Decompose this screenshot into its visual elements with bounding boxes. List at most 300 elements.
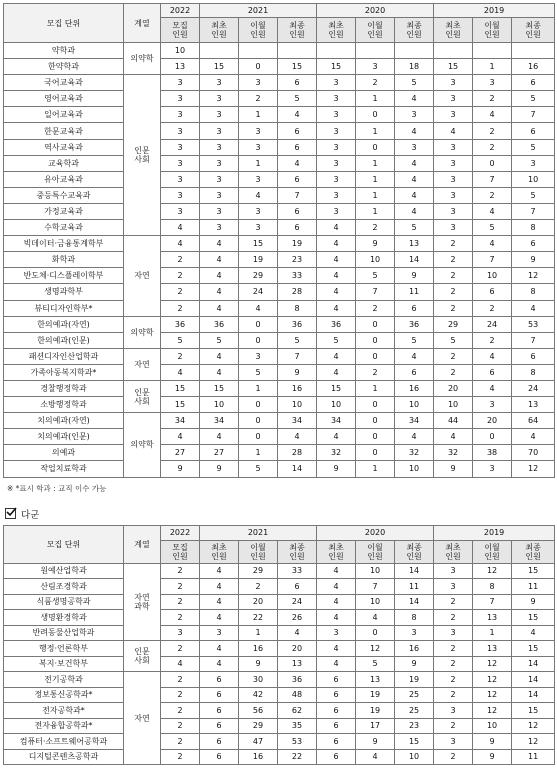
value-cell: 3 [239,203,278,219]
series-cell: 자연 [124,348,161,380]
value-cell: 6 [395,364,434,380]
value-cell: 13 [512,397,555,413]
value-cell: 12 [473,656,512,672]
value-cell: 2 [161,348,200,364]
table-row [4,563,555,579]
table-row [4,107,555,123]
unit-name: 교육학과 [4,155,124,171]
value-cell: 14 [395,252,434,268]
value-cell: 3 [161,75,200,91]
value-cell: 0 [356,316,395,332]
value-cell: 3 [317,91,356,107]
value-cell: 14 [512,672,555,688]
unit-name: 생명환경학과 [4,610,124,626]
value-cell: 4 [356,749,395,765]
value-cell: 30 [239,672,278,688]
value-cell: 33 [278,563,317,579]
value-cell: 4 [161,429,200,445]
value-cell: 8 [473,579,512,595]
value-cell: 62 [278,703,317,719]
unit-name: 치의예과(인문) [4,429,124,445]
table-row [4,397,555,413]
value-cell: 3 [395,139,434,155]
value-cell: 7 [356,579,395,595]
value-cell: 0 [356,332,395,348]
value-cell: 2 [161,641,200,657]
value-cell: 4 [161,236,200,252]
value-cell: 20 [434,380,473,396]
value-cell: 3 [161,187,200,203]
value-cell: 3 [473,461,512,477]
value-cell: 2 [434,300,473,316]
value-cell: 13 [473,610,512,626]
value-cell: 6 [317,687,356,703]
unit-name: 행정·언론학부 [4,641,124,657]
table-row [4,300,555,316]
value-cell: 3 [512,155,555,171]
unit-name: 약학과 [4,43,124,59]
value-cell: 2 [161,734,200,750]
value-cell: 4 [395,123,434,139]
value-cell: 11 [395,579,434,595]
value-cell: 4 [317,268,356,284]
value-cell: 2 [473,91,512,107]
table-row [4,672,555,688]
value-cell: 2 [161,579,200,595]
value-cell: 32 [317,445,356,461]
value-cell: 4 [395,187,434,203]
value-cell: 6 [395,300,434,316]
value-cell: 16 [278,380,317,396]
value-cell: 3 [239,171,278,187]
value-cell: 4 [317,563,356,579]
table-row [4,43,555,59]
value-cell: 4 [395,91,434,107]
value-cell: 4 [473,348,512,364]
value-cell: 4 [434,123,473,139]
value-cell: 11 [512,579,555,595]
value-cell: 29 [239,268,278,284]
value-cell: 1 [473,625,512,641]
value-cell: 3 [317,123,356,139]
value-cell [200,43,239,59]
value-cell: 19 [356,703,395,719]
value-cell: 13 [278,656,317,672]
value-cell: 12 [512,461,555,477]
table-row [4,171,555,187]
value-cell: 1 [356,91,395,107]
value-cell: 10 [161,43,200,59]
value-cell: 0 [356,139,395,155]
value-cell: 10 [317,397,356,413]
value-cell: 0 [356,429,395,445]
header-sub-carryover: 이월 인원 [239,540,278,563]
value-cell: 36 [278,672,317,688]
table-row [4,59,555,75]
header-year-2021: 2021 [200,4,317,18]
value-cell: 15 [200,59,239,75]
value-cell: 3 [473,397,512,413]
value-cell: 24 [473,316,512,332]
value-cell: 5 [512,187,555,203]
value-cell: 0 [473,155,512,171]
header-sub-final: 최종 인원 [278,540,317,563]
value-cell: 6 [317,749,356,765]
unit-name: 빅데이터·금융통계학부 [4,236,124,252]
value-cell: 4 [317,594,356,610]
value-cell: 10 [356,563,395,579]
value-cell: 3 [200,220,239,236]
value-cell: 20 [278,641,317,657]
value-cell: 12 [356,641,395,657]
value-cell: 9 [161,461,200,477]
value-cell: 4 [161,220,200,236]
value-cell: 10 [473,268,512,284]
value-cell: 2 [161,300,200,316]
value-cell: 22 [239,610,278,626]
value-cell: 13 [473,641,512,657]
value-cell: 1 [356,123,395,139]
value-cell: 9 [395,656,434,672]
unit-name: 화학과 [4,252,124,268]
unit-name: 국어교육과 [4,75,124,91]
table-row [4,252,555,268]
value-cell: 2 [356,75,395,91]
value-cell: 4 [395,348,434,364]
header-sub-initial: 최초 인원 [317,18,356,43]
value-cell: 23 [395,718,434,734]
header-sub-initial: 최초 인원 [200,18,239,43]
value-cell: 12 [512,718,555,734]
value-cell: 19 [395,672,434,688]
value-cell: 4 [473,380,512,396]
value-cell: 1 [239,380,278,396]
value-cell: 1 [356,461,395,477]
value-cell: 8 [278,300,317,316]
series-cell: 자연 [124,236,161,316]
value-cell: 6 [278,75,317,91]
header-series: 계열 [124,4,161,43]
value-cell: 15 [161,380,200,396]
header-sub-carryover: 이월 인원 [239,18,278,43]
header-year-2022: 2022 [161,4,200,18]
value-cell: 4 [161,364,200,380]
value-cell: 8 [512,364,555,380]
value-cell: 4 [200,429,239,445]
note-teaching-cert: ※ *표시 학과 : 교직 이수 가능 [7,483,107,493]
value-cell: 6 [278,171,317,187]
series-cell: 의약학 [124,413,161,477]
value-cell: 4 [200,268,239,284]
value-cell: 3 [239,75,278,91]
table-row [4,749,555,765]
value-cell [356,43,395,59]
value-cell: 18 [395,59,434,75]
value-cell: 6 [473,364,512,380]
value-cell: 3 [317,171,356,187]
value-cell: 9 [512,252,555,268]
value-cell: 1 [356,171,395,187]
header-sub-2022-quota: 모집 인원 [161,540,200,563]
value-cell: 5 [239,461,278,477]
header-year-2019: 2019 [434,4,555,18]
value-cell: 6 [512,348,555,364]
value-cell: 0 [356,445,395,461]
value-cell: 15 [395,734,434,750]
unit-name: 의예과 [4,445,124,461]
value-cell: 3 [434,107,473,123]
value-cell: 16 [395,380,434,396]
value-cell: 10 [395,749,434,765]
value-cell: 4 [278,625,317,641]
value-cell: 27 [200,445,239,461]
value-cell: 4 [200,348,239,364]
value-cell: 2 [161,703,200,719]
value-cell: 3 [317,203,356,219]
series-cell: 의약학 [124,316,161,348]
value-cell: 12 [512,268,555,284]
value-cell: 3 [200,91,239,107]
value-cell: 0 [239,429,278,445]
value-cell: 2 [434,236,473,252]
unit-name: 뷰티디자인학부* [4,300,124,316]
value-cell: 34 [278,413,317,429]
value-cell: 6 [278,123,317,139]
table-row [4,656,555,672]
value-cell: 10 [356,594,395,610]
value-cell: 1 [239,155,278,171]
value-cell: 6 [200,703,239,719]
value-cell: 7 [473,252,512,268]
value-cell: 4 [200,656,239,672]
value-cell [317,43,356,59]
table-row [4,139,555,155]
header-sub-initial: 최초 인원 [434,540,473,563]
value-cell: 6 [473,284,512,300]
unit-name: 정보통신공학과* [4,687,124,703]
value-cell: 2 [434,364,473,380]
value-cell: 70 [512,445,555,461]
header-sub-final: 최종 인원 [278,18,317,43]
value-cell: 5 [395,75,434,91]
table-row [4,641,555,657]
header-sub-carryover: 이월 인원 [356,18,395,43]
value-cell: 9 [512,594,555,610]
value-cell: 4 [317,236,356,252]
value-cell: 9 [239,656,278,672]
value-cell: 2 [434,252,473,268]
unit-name: 식품생명공학과 [4,594,124,610]
header-year-2020: 2020 [317,4,434,18]
table-row [4,268,555,284]
unit-name: 경찰행정학과 [4,380,124,396]
value-cell: 4 [200,236,239,252]
value-cell: 15 [161,397,200,413]
value-cell: 7 [278,187,317,203]
header-sub-2022-quota: 모집 인원 [161,18,200,43]
value-cell: 2 [161,718,200,734]
value-cell: 6 [317,734,356,750]
value-cell: 4 [200,364,239,380]
value-cell: 5 [512,139,555,155]
value-cell: 2 [473,300,512,316]
value-cell: 4 [434,429,473,445]
header-year-2019: 2019 [434,525,555,540]
value-cell: 16 [239,749,278,765]
value-cell: 0 [356,413,395,429]
series-cell: 자연 과학 [124,563,161,641]
value-cell: 2 [434,594,473,610]
value-cell: 3 [317,187,356,203]
value-cell: 25 [395,703,434,719]
value-cell: 10 [356,252,395,268]
value-cell: 34 [200,413,239,429]
value-cell: 23 [278,252,317,268]
value-cell: 2 [473,123,512,139]
table-row [4,445,555,461]
value-cell: 24 [512,380,555,396]
value-cell: 4 [395,203,434,219]
value-cell: 48 [278,687,317,703]
value-cell: 7 [278,348,317,364]
value-cell: 4 [200,284,239,300]
section-title-label: 다군 [21,509,40,521]
value-cell: 10 [395,397,434,413]
value-cell: 9 [200,461,239,477]
value-cell: 3 [434,139,473,155]
value-cell: 19 [356,687,395,703]
value-cell: 3 [161,625,200,641]
value-cell: 3 [161,171,200,187]
value-cell: 42 [239,687,278,703]
value-cell: 4 [317,364,356,380]
value-cell: 0 [473,429,512,445]
value-cell: 3 [161,91,200,107]
value-cell: 4 [239,300,278,316]
value-cell: 3 [200,75,239,91]
unit-name: 한의예과(자연) [4,316,124,332]
value-cell: 6 [278,203,317,219]
value-cell: 3 [434,91,473,107]
value-cell: 4 [473,107,512,123]
value-cell: 12 [473,703,512,719]
value-cell: 36 [317,316,356,332]
value-cell: 3 [200,123,239,139]
value-cell: 12 [473,687,512,703]
value-cell: 2 [473,332,512,348]
header-sub-final: 최종 인원 [512,540,555,563]
value-cell: 3 [434,203,473,219]
table-row [4,625,555,641]
value-cell: 0 [356,397,395,413]
value-cell: 3 [434,171,473,187]
value-cell: 3 [239,348,278,364]
value-cell: 2 [434,672,473,688]
table-row [4,718,555,734]
value-cell: 32 [434,445,473,461]
section-title-dagun [5,507,554,521]
value-cell: 4 [317,284,356,300]
value-cell: 4 [512,300,555,316]
value-cell: 32 [395,445,434,461]
value-cell: 5 [473,220,512,236]
table-row [4,610,555,626]
value-cell: 3 [434,625,473,641]
unit-name: 소방행정학과 [4,397,124,413]
value-cell: 15 [434,59,473,75]
value-cell: 19 [278,236,317,252]
value-cell: 4 [278,107,317,123]
unit-name: 중등특수교육과 [4,187,124,203]
value-cell: 6 [200,718,239,734]
value-cell: 2 [356,220,395,236]
value-cell: 2 [434,749,473,765]
value-cell: 15 [317,380,356,396]
value-cell: 3 [317,155,356,171]
value-cell: 36 [278,316,317,332]
header-series: 계열 [124,525,161,563]
value-cell: 36 [200,316,239,332]
header-year-2021: 2021 [200,525,317,540]
value-cell: 11 [512,749,555,765]
value-cell: 9 [395,268,434,284]
value-cell: 2 [161,610,200,626]
value-cell: 4 [317,610,356,626]
value-cell: 3 [434,155,473,171]
value-cell: 3 [317,625,356,641]
value-cell: 29 [239,718,278,734]
value-cell: 4 [395,429,434,445]
value-cell: 5 [161,332,200,348]
header-year-2022: 2022 [161,525,200,540]
table-row [4,461,555,477]
unit-name: 패션디자인산업학과 [4,348,124,364]
value-cell: 6 [278,139,317,155]
value-cell: 3 [161,139,200,155]
value-cell: 4 [317,300,356,316]
value-cell: 6 [317,703,356,719]
unit-name: 역사교육과 [4,139,124,155]
value-cell: 27 [161,445,200,461]
value-cell: 2 [161,284,200,300]
value-cell: 5 [278,332,317,348]
value-cell: 3 [239,220,278,236]
series-cell: 인문 사회 [124,75,161,236]
value-cell: 14 [395,594,434,610]
value-cell: 3 [434,579,473,595]
value-cell: 3 [434,734,473,750]
value-cell: 8 [512,220,555,236]
value-cell: 34 [395,413,434,429]
value-cell: 15 [317,59,356,75]
value-cell: 3 [434,187,473,203]
unit-name: 전기공학과 [4,672,124,688]
unit-name: 디지털콘텐츠공학과 [4,749,124,765]
value-cell: 11 [395,284,434,300]
unit-name: 반도체·디스플레이학부 [4,268,124,284]
value-cell: 19 [239,252,278,268]
value-cell: 9 [473,749,512,765]
unit-name: 수학교육과 [4,220,124,236]
value-cell: 15 [200,380,239,396]
value-cell: 6 [200,687,239,703]
value-cell: 20 [239,594,278,610]
value-cell: 7 [356,284,395,300]
value-cell: 12 [512,734,555,750]
value-cell: 2 [473,139,512,155]
value-cell: 14 [278,461,317,477]
value-cell: 7 [473,594,512,610]
